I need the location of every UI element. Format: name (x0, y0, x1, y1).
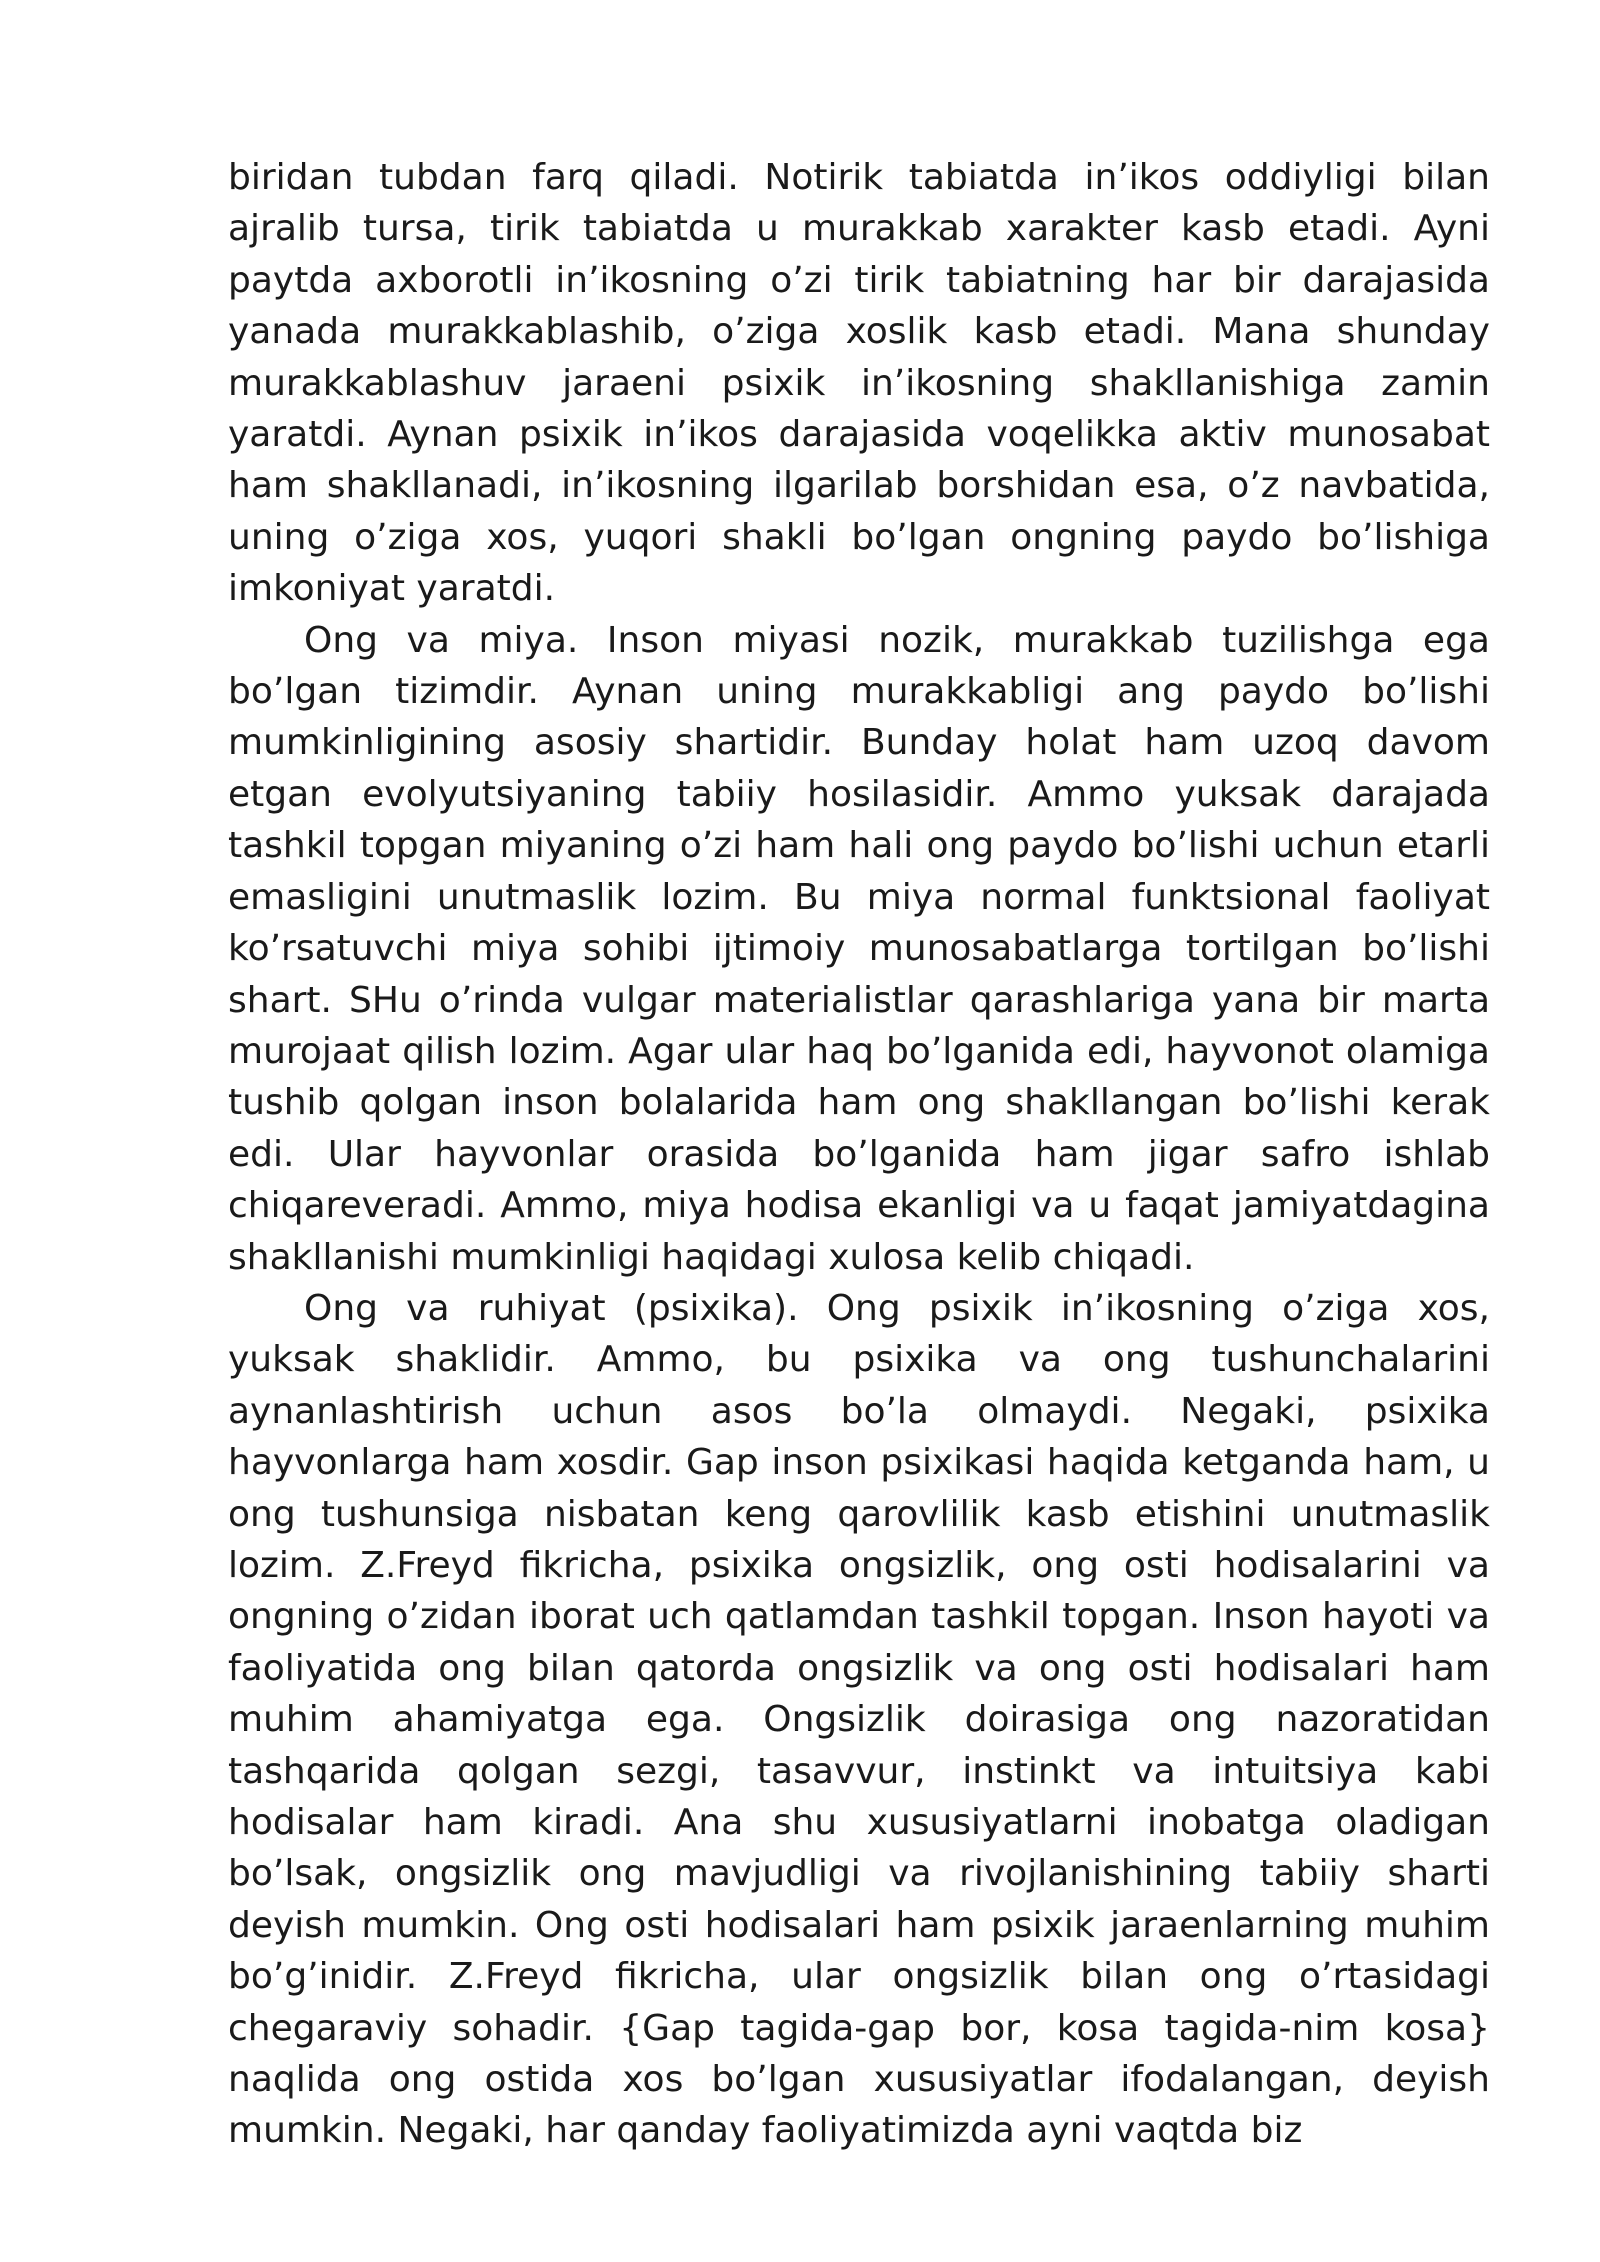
paragraph-ong-va-miya: Ong va miya. Inson miyasi nozik, murakkab tuzilishga ega bo’lgan tizimdir. Aynan uning murakkabligi ang paydo bo’lishi mumkinligining asosiy shartidir. Bunday holat ham uzoq davom etgan evolyutsiyaning tabiiy hosilasidir. Ammo yuksak darajada tashkil topgan miyaning o’zi ham hali ong paydo bo’lishi uchun etarli emasligini unutmaslik lozim. Bu miya normal funktsional faoliyat ko’rsatuvchi miya sohibi ijtimoiy munosabatlarga tortilgan bo’lishi shart. SHu o’rinda vulgar materialistlar qarashlariga yana bir marta murojaat qilish lozim. Agar ular haq bo’lganida edi, hayvonot olamiga tushib qolgan inson bolalarida ham ong shakllangan bo’lishi kerak edi. Ular hayvonlar orasida bo’lganida ham jigar safro ishlab chiqareveradi. Ammo, miya hodisa ekanligi va u faqat jamiyatdagina shakllanishi mumkinligi haqidagi xulosa kelib chiqadi. (228, 619, 1490, 1278)
paragraph-ong-va-ruhiyat: Ong va ruhiyat (psixika). Ong psixik in’ikosning o’ziga xos, yuksak shaklidir. Ammo, bu psixika va ong tushunchalarini aynanlashtirish uchun asos bo’la olmaydi. Negaki, psixika hayvonlarga ham xosdir. Gap inson psixikasi haqida ketganda ham, u ong tushunsiga nisbatan keng qarovlilik kasb etishini unutmaslik lozim. Z.Freyd fikricha, psixika ongsizlik, ong osti hodisalarini va ongning o’zidan iborat uch qatlamdan tashkil topgan. Inson hayoti va faoliyatida ong bilan qatorda ongsizlik va ong osti hodisalari ham muhim ahamiyatga ega. Ongsizlik doirasiga ong nazoratidan tashqarida qolgan sezgi, tasavvur, instinkt va intuitsiya kabi hodisalar ham kiradi. Ana shu xususiyatlarni inobatga oladigan bo’lsak, ongsizlik ong mavjudligi va rivojlanishining tabiiy sharti deyish mumkin. Ong osti hodisalari ham psixik jaraenlarning muhim bo’g’inidir. Z.Freyd fikricha, ular ongsizlik bilan ong o’rtasidagi chegaraviy sohadir. {Gap tagida-gap bor, kosa tagida-nim kosa} naqlida ong ostida xos bo’lgan xususiyatlar ifodalangan, deyish mumkin. Negaki, har qanday faoliyatimizda ayni vaqtda biz (228, 1287, 1490, 2152)
document-page (228, 152, 1490, 2157)
paragraph-continuation: biridan tubdan farq qiladi. Notirik tabiatda in’ikos oddiyligi bilan ajralib tursa, tirik tabiatda u murakkab xarakter kasb etadi. Ayni paytda axborotli in’ikosning o’zi tirik tabiatning har bir darajasida yanada murakkablashib, o’ziga xoslik kasb etadi. Mana shunday murakkablashuv jaraeni psixik in’ikosning shakllanishiga zamin yaratdi. Aynan psixik in’ikos darajasida voqelikka aktiv munosabat ham shakllanadi, in’ikosning ilgarilab borshidan esa, o’z navbatida, uning o’ziga xos, yuqori shakli bo’lgan ongning paydo bo’lishiga imkoniyat yaratdi. (228, 157, 1490, 610)
